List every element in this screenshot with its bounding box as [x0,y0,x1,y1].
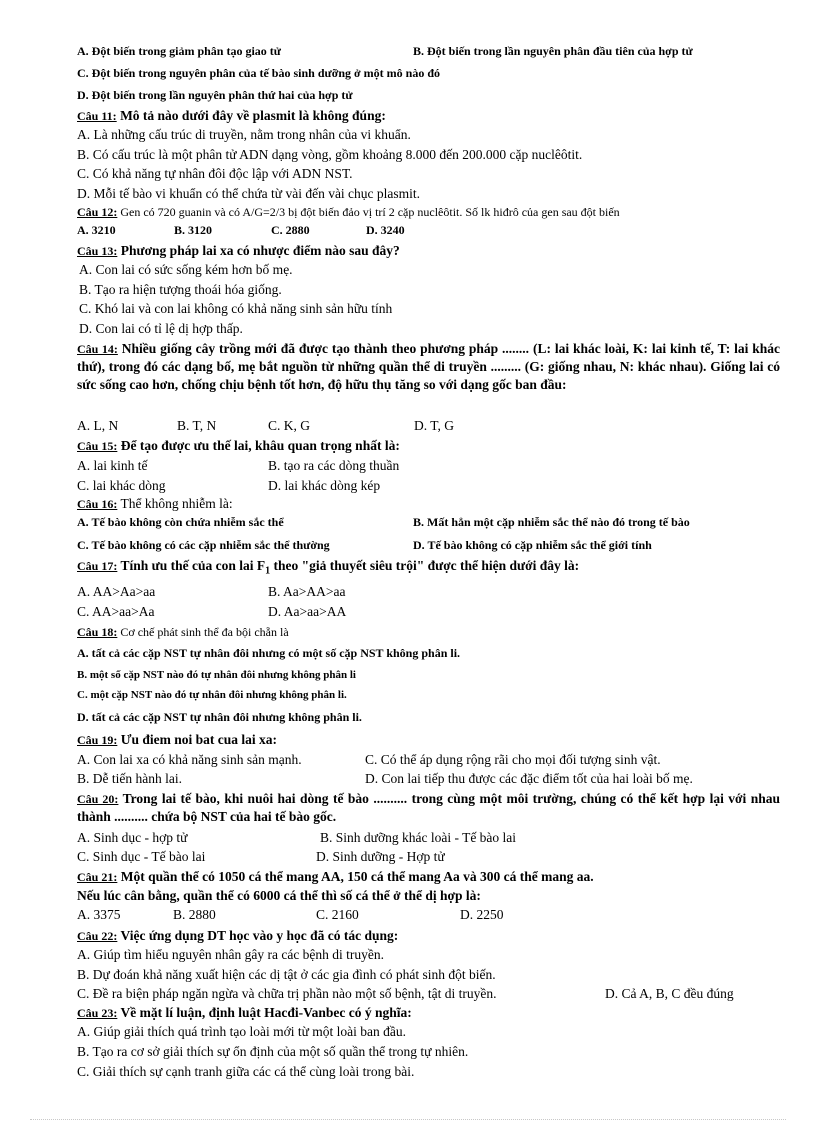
question-text: Thể không nhiễm là: [117,496,233,511]
question-21 [77,868,594,886]
option-a: A. lai kinh tế [77,458,148,473]
option-d: D. Con lai có tỉ lệ dị hợp thấp. [79,321,243,336]
option-c: C. Có khả năng tự nhân đôi độc lập với ADN NST. [77,166,353,181]
option-c: C. 2880 [271,223,310,237]
option-a: A. Giúp tìm hiểu nguyên nhân gây ra các bệnh di truyền. [77,947,385,962]
option-b: B. Tạo ra hiện tượng thoái hóa giống. [79,282,282,297]
question-13 [77,242,400,260]
question-text: Trong lai tế bào, khi nuôi hai dòng tế bào .......... trong cùng một môi trường, chúng có thể kết hợp lại với nhau thành .......... chứa bộ NST của hai tế bào gốc. [77,791,780,824]
option-b: B. Mất hẳn một cặp nhiễm sắc thể nào đó trong tế bào [413,515,690,529]
question-16 [77,495,233,513]
question-text: Việc ứng dụng DT học vào y học đã có tác dụng: [117,928,399,943]
question-number: Câu 21: [77,870,118,884]
option-d: D. Đột biến trong lần nguyên phân thứ hai của hợp tử [77,88,353,102]
option-a: A. 3210 [77,223,116,237]
option-c: C. Đề ra biện pháp ngăn ngừa và chữa trị phần nào một số bệnh, tật di truyền. [77,986,497,1001]
option-d: D. 2250 [460,907,504,922]
option-c: C. Giải thích sự cạnh tranh giữa các cá thể cùng loài trong bài. [77,1064,415,1079]
option-d: D. lai khác dòng kép [268,478,381,493]
option-a: A. Con lai có sức sống kém hơn bố mẹ. [79,262,293,277]
option-c: C. AA>aa>Aa [77,604,155,619]
option-a: A. Là những cấu trúc di truyền, nằm trong nhân của vi khuẩn. [77,127,411,142]
option-c: C. Tế bào không có các cặp nhiễm sắc thể thường [77,538,330,552]
option-c: C. Khó lai và con lai không có khả năng sinh sản hữu tính [79,301,393,316]
option-b: B. Có cấu trúc là một phân tử ADN dạng vòng, gồm khoảng 8.000 đến 200.000 cặp nuclêôtit. [77,147,583,162]
option-a: A. Đột biến trong giảm phân tạo giao tử [77,44,281,58]
option-b: B. Đột biến trong lần nguyên phân đầu tiên của hợp tử [413,44,693,58]
question-22 [77,927,398,945]
option-a: A. 3375 [77,907,121,922]
question-text: Về mặt lí luận, định luật Hacđi-Vanbec có ý nghĩa: [117,1005,412,1020]
question-number: Câu 18: [77,625,118,639]
option-b: B. Aa>AA>aa [268,584,346,599]
question-number: Câu 23: [77,1006,118,1020]
option-b: B. Dự đoán khả năng xuất hiện các dị tật ở các gia đình có phát sinh đột biến. [77,967,496,982]
question-19 [77,731,277,749]
question-17 [77,557,579,581]
question-text: Nhiều giống cây trồng mới đã được tạo thành theo phương pháp ........ (L: lai khác loài, K: lai kinh tế, T: lai khác thứ), trong đó các dạng bố, mẹ bắt nguồn từ những quần thể di truyền ......... (G: giống nhau, N: khác nhau). Giống lai có sức sống cao hơn, chống chịu bệnh tốt hơn, độ hữu thụ tăng so với dạng gốc ban đầu: [77,341,780,392]
option-b: B. Tạo ra cơ sở giải thích sự ổn định của một số quần thể trong tự nhiên. [77,1044,469,1059]
option-d: D. Mỗi tế bào vi khuẩn có thể chứa từ vài đến vài chục plasmit. [77,186,421,201]
question-text: Phương pháp lai xa có nhược điểm nào sau đây? [117,243,400,258]
option-d: D. Cả A, B, C đều đúng [605,986,734,1001]
question-number: Câu 16: [77,497,118,511]
question-text: Ưu điem noi bat cua lai xa: [117,732,277,747]
question-number: Câu 12: [77,205,118,219]
option-b: B. Sinh dưỡng khác loài - Tế bào lai [320,830,517,845]
question-text-cont: theo "giả thuyết siêu trội" được thể hiện dưới đây là: [270,558,580,573]
question-text: Một quần thể có 1050 cá thể mang AA, 150 cá thể mang Aa và 300 cá thể mang aa. [117,869,594,884]
question-number: Câu 13: [77,244,118,258]
option-b: B. 3120 [174,223,213,237]
option-b: B. T, N [177,418,217,433]
option-d: D. Aa>aa>AA [268,604,347,619]
option-b: B. tạo ra các dòng thuần [268,458,400,473]
option-c: C. lai khác dòng [77,478,166,493]
option-d: D. Sinh dưỡng - Hợp tử [316,849,445,864]
question-11 [77,107,386,125]
question-14 [77,340,780,394]
option-a: A. Con lai xa có khả năng sinh sản mạnh. [77,752,302,767]
question-20 [77,790,780,826]
option-d: D. tất cả các cặp NST tự nhân đôi nhưng không phân li. [77,710,362,724]
question-number: Câu 17: [77,559,118,573]
option-c: C. một cặp NST nào đó tự nhân đôi nhưng không phân li. [77,689,347,701]
option-c: C. K, G [268,418,311,433]
option-a: A. Sinh dục - hợp tử [77,830,188,845]
question-text: Gen có 720 guanin và có A/G=2/3 bị đột biến đảo vị trí 2 cặp nuclêôtit. Số lk hiđrô của gen sau đột biến [117,205,620,219]
question-15 [77,437,400,455]
option-a: A. tất cả các cặp NST tự nhân đôi nhưng có một số cặp NST không phân li. [77,646,461,660]
option-d: D. Con lai tiếp thu được các đặc điểm tốt của hai loài bố mẹ. [365,771,693,786]
question-23 [77,1004,412,1022]
option-c: C. Đột biến trong nguyên phân của tế bào sinh dưỡng ở một mô nào đó [77,66,441,80]
option-d: D. Tế bào không có cặp nhiễm sắc thể giới tính [413,538,652,552]
question-text: Tính ưu thế của con lai F [117,558,266,573]
option-b: B. Dễ tiến hành lai. [77,771,182,786]
option-a: A. AA>Aa>aa [77,584,156,599]
option-d: D. 3240 [366,223,405,237]
option-c: C. 2160 [316,907,359,922]
question-12 [77,203,620,221]
option-c: C. Sinh dục - Tế bào lai [77,849,206,864]
question-18 [77,623,289,641]
question-text: Để tạo được ưu thế lai, khâu quan trọng nhất là: [117,438,400,453]
question-number: Câu 20: [77,792,119,806]
question-text: Mô tả nào dưới đây về plasmit là không đúng: [116,108,386,123]
option-d: D. T, G [414,418,454,433]
option-a: A. Tế bào không còn chứa nhiễm sắc thể [77,515,284,529]
question-number: Câu 22: [77,929,118,943]
option-b: B. 2880 [173,907,216,922]
option-a: A. Giúp giải thích quá trình tạo loài mới từ một loài ban đầu. [77,1024,407,1039]
subscript: 1 [265,565,271,577]
page-bottom-divider [30,1119,786,1120]
option-c: C. Có thể áp dụng rộng rãi cho mọi đối tượng sinh vật. [365,752,661,767]
question-text-cont: Nếu lúc cân bằng, quần thể có 6000 cá thể thì số cá thể ở thể dị hợp là: [77,888,481,903]
question-text: Cơ chế phát sinh thể đa bội chẵn là [117,625,289,639]
question-number: Câu 11: [77,109,117,123]
question-number: Câu 15: [77,439,118,453]
question-number: Câu 19: [77,733,118,747]
option-a: A. L, N [77,418,119,433]
option-b: B. một số cặp NST nào đó tự nhân đôi nhưng không phân li [77,669,356,681]
question-number: Câu 14: [77,342,118,356]
